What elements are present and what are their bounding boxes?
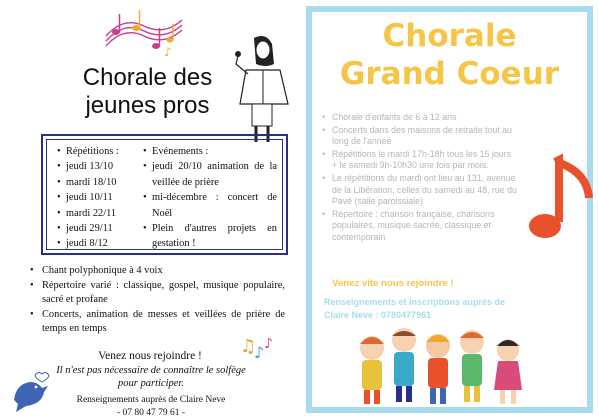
bird-icon bbox=[8, 366, 56, 414]
repetitions-heading: • Répétitions : bbox=[57, 144, 145, 159]
svg-text:♪: ♪ bbox=[164, 45, 172, 59]
right-info-item: • Répétitions le mardi 17h-18h tous les 15 jours + le samedi 9h-10h30 une fois par mois. bbox=[322, 149, 518, 172]
children-choir-illustration bbox=[352, 326, 534, 406]
evenement-item: • Plein d'autres projets en gestation ! bbox=[143, 221, 277, 252]
left-contact-line1: Renseignements auprès de Claire Neve bbox=[76, 395, 226, 405]
right-cta: Venez vite nous rejoindre ! bbox=[332, 278, 454, 289]
evenements-heading: • Evénements : bbox=[143, 144, 277, 159]
right-info-item: • Chorale d'enfants de 6 à 12 ans bbox=[322, 112, 518, 124]
music-notes-icon bbox=[104, 6, 184, 61]
left-contact-phone: - 07 80 47 79 61 - bbox=[116, 408, 186, 418]
repetition-item: • jeudi 8/12 bbox=[57, 236, 145, 251]
left-title: Chorale des jeunes pros bbox=[82, 64, 213, 119]
right-info-list bbox=[322, 112, 518, 245]
repetitions-column bbox=[57, 144, 145, 252]
right-info-item: • Concerts dans des maisons de retraite tout au long de l'année bbox=[322, 125, 518, 148]
join-text: Venez nous rejoindre ! bbox=[98, 350, 202, 362]
svg-text:♪: ♪ bbox=[254, 343, 265, 362]
repetition-item: • jeudi 13/10 bbox=[57, 159, 145, 174]
right-title-line2: Grand Coeur bbox=[339, 56, 560, 92]
feature-item: • Répertoire varié : classique, gospel, musique populaire, sacré et profane bbox=[29, 279, 285, 308]
features-list bbox=[29, 264, 285, 337]
right-contact-info: Renseignements et inscriptions auprès de Claire Neve : 0780477961 bbox=[324, 297, 506, 320]
repetition-item: • jeudi 29/11 bbox=[57, 221, 145, 236]
right-title-line1: Chorale bbox=[382, 18, 517, 54]
singer-illustration bbox=[226, 34, 296, 146]
evenement-item: • jeudi 20/10 animation de la veillée de prière bbox=[143, 159, 277, 190]
schedule-box bbox=[41, 134, 288, 255]
evenement-item: • mi-décembre : concert de Noël bbox=[143, 190, 277, 221]
repetition-item: • jeudi 10/11 bbox=[57, 190, 145, 205]
red-music-note-icon bbox=[527, 152, 597, 262]
repetition-item: • mardi 18/10 bbox=[57, 175, 145, 190]
svg-text:♫: ♫ bbox=[240, 336, 257, 357]
feature-item: • Concerts, animation de messes et veillées de prière de temps en temps bbox=[29, 308, 285, 337]
evenements-column bbox=[143, 144, 277, 252]
join-subtext: Il n'est pas nécessaire de connaître le solfège pour participer. bbox=[56, 365, 246, 389]
right-info-item: • Le répétitions du mardi ont lieu au 131, avenue de la Libération, celles du samedi au 48, rue du Pavé (salle paroissiale) bbox=[322, 173, 518, 208]
repetition-item: • mardi 22/11 bbox=[57, 206, 145, 221]
right-info-item: • Répertoire : chanson française, chansons populaires, musique sacrée, classique et contemporain bbox=[322, 209, 518, 244]
feature-item: • Chant polyphonique à 4 voix bbox=[29, 264, 285, 279]
svg-text:♪: ♪ bbox=[264, 336, 273, 352]
colorful-notes-icon bbox=[240, 332, 280, 362]
